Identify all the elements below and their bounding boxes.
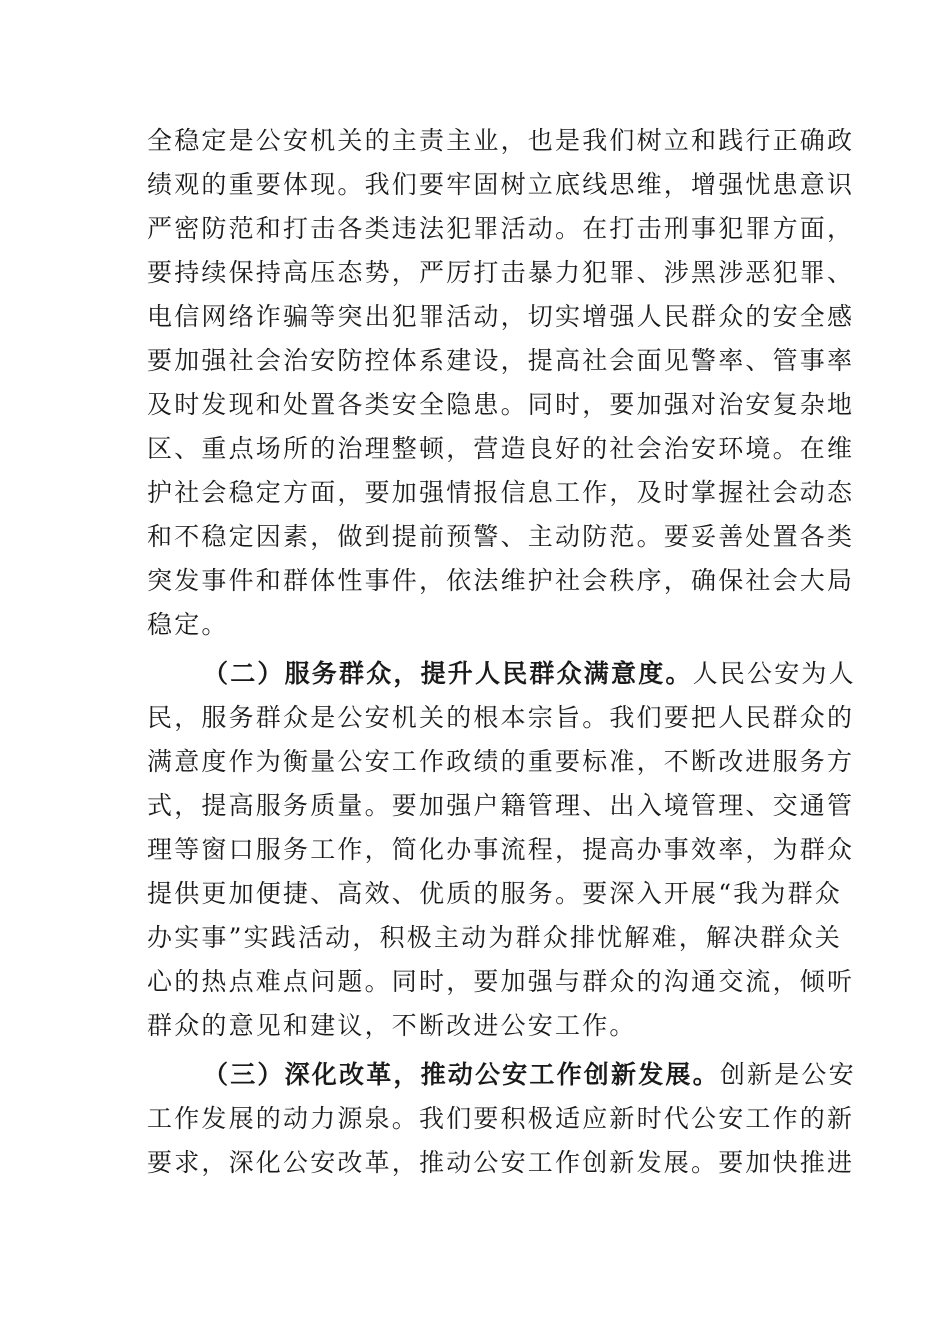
paragraph-line: 工作发展的动力源泉。我们要积极适应新时代公安工作的新 bbox=[147, 1104, 855, 1133]
paragraph-line: 严密防范和打击各类违法犯罪活动。在打击刑事犯罪方面， bbox=[147, 214, 855, 243]
paragraph-line: 理等窗口服务工作，简化办事流程，提高办事效率，为群众 bbox=[147, 835, 855, 864]
section-2-first-line bbox=[147, 652, 856, 696]
paragraph-line: 突发事件和群体性事件，依法维护社会秩序，确保社会大局 bbox=[147, 566, 855, 595]
paragraph-line: 满意度作为衡量公安工作政绩的重要标准，不断改进服务方 bbox=[147, 747, 855, 776]
paragraph-line: 要持续保持高压态势，严厉打击暴力犯罪、涉黑涉恶犯罪、 bbox=[147, 258, 855, 287]
paragraph-line: 要求，深化公安改革，推动公安工作创新发展。要加快推进 bbox=[147, 1148, 855, 1177]
paragraph-line: 及时发现和处置各类安全隐患。同时，要加强对治安复杂地 bbox=[147, 390, 855, 419]
paragraph-line: 全稳定是公安机关的主责主业，也是我们树立和践行正确政 bbox=[147, 126, 855, 155]
paragraph-line: 和不稳定因素，做到提前预警、主动防范。要妥善处置各类 bbox=[147, 522, 855, 551]
section-2-first-line-text: 人民公安为人 bbox=[692, 659, 856, 688]
section-2-heading: （二）服务群众，提升人民群众满意度。 bbox=[203, 659, 693, 688]
paragraph-line: 电信网络诈骗等突出犯罪活动，切实增强人民群众的安全感 bbox=[147, 302, 855, 331]
paragraph-line: 民，服务群众是公安机关的根本宗旨。我们要把人民群众的 bbox=[147, 703, 855, 732]
section-3-first-line bbox=[147, 1053, 856, 1097]
paragraph-line: 要加强社会治安防控体系建设，提高社会面见警率、管事率 bbox=[147, 346, 855, 375]
paragraph-line: 提供更加便捷、高效、优质的服务。要深入开展“我为群众 bbox=[147, 879, 842, 908]
paragraph-line: 办实事”实践活动，积极主动为群众排忧解难，解决群众关 bbox=[147, 923, 842, 952]
section-3-heading: （三）深化改革，推动公安工作创新发展。 bbox=[203, 1060, 720, 1089]
paragraph-line: 心的热点难点问题。同时，要加强与群众的沟通交流，倾听 bbox=[147, 967, 855, 996]
section-3-first-line-text: 创新是公安 bbox=[719, 1060, 856, 1089]
paragraph-line: 式，提高服务质量。要加强户籍管理、出入境管理、交通管 bbox=[147, 791, 855, 820]
paragraph-line: 稳定。 bbox=[147, 610, 229, 639]
paragraph-line: 绩观的重要体现。我们要牢固树立底线思维，增强忧患意识 bbox=[147, 170, 855, 199]
paragraph-line: 区、重点场所的治理整顿，营造良好的社会治安环境。在维 bbox=[147, 434, 855, 463]
paragraph-line: 护社会稳定方面，要加强情报信息工作，及时掌握社会动态 bbox=[147, 478, 855, 507]
paragraph-line: 群众的意见和建议，不断改进公安工作。 bbox=[147, 1011, 637, 1040]
